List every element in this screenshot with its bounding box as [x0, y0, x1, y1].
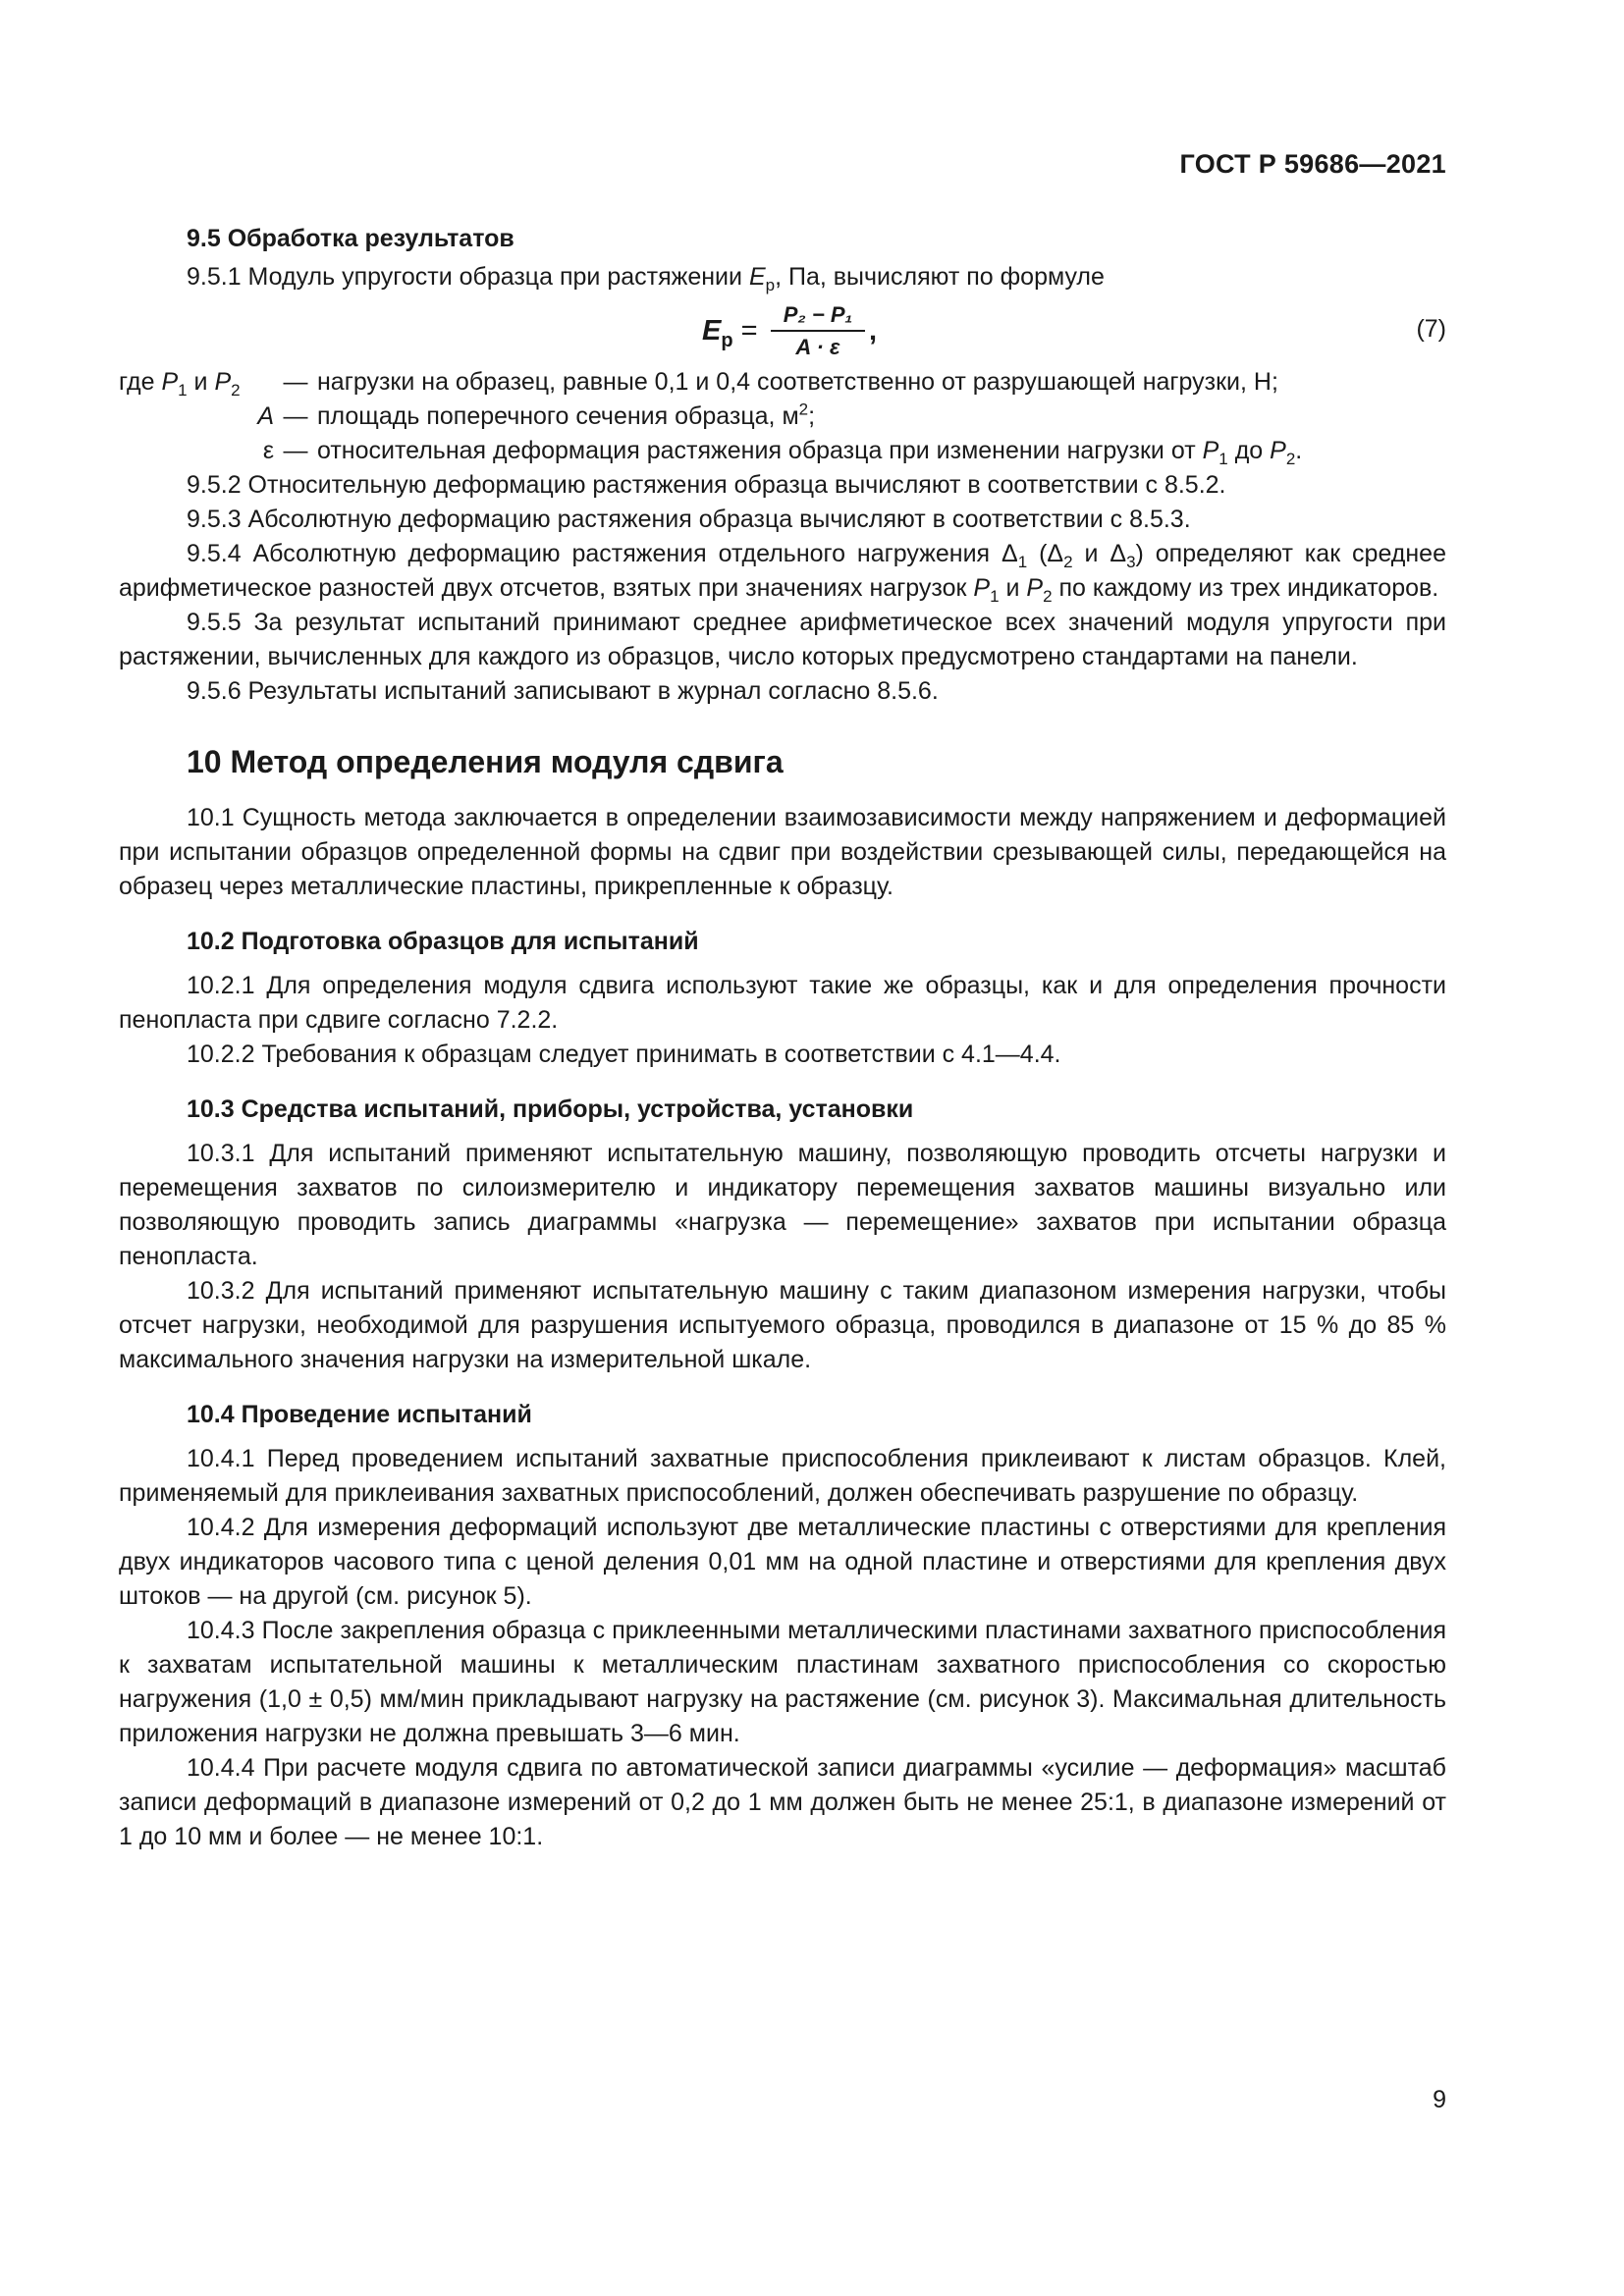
paragraph-9-5-6: 9.5.6 Результаты испытаний записывают в журнал согласно 8.5.6.: [187, 677, 939, 705]
paragraph-10-2-1: 10.2.1 Для определения модуля сдвига используют такие же образцы, как и для определения прочности пенопласта при сдвиге согласно 7.2.2.: [119, 972, 1446, 1034]
paragraph-9-5-5: 9.5.5 За результат испытаний принимают среднее арифметическое всех значений модуля упругости при растяжении, вычисленных для каждого из образцов, число которых предусмотрено стандартами на панели.: [119, 609, 1446, 670]
paragraph-10-3-1: 10.3.1 Для испытаний применяют испытательную машину, позволяющую проводить отсчеты нагрузки и перемещения захватов по силоизмерителю и индикатору перемещения захватов машины визуально или позволяющую проводить запись диаграммы «нагрузка — перемещение» захватов при испытании образца пенопласта.: [119, 1140, 1446, 1270]
formula-7: [119, 298, 1446, 359]
paragraph-10-4-4: 10.4.4 При расчете модуля сдвига по автоматической записи диаграммы «усилие — деформация» масштаб записи деформаций в диапазоне измерений от 0,2 до 1 мм должен быть не менее 25:1, в диапазоне измерений от 1 до 10 мм и более — не менее 10:1.: [119, 1754, 1446, 1850]
legend-a: A — площадь поперечного сечения образца, $м^2$;: [257, 400, 816, 430]
paragraph-10-4-2: 10.4.2 Для измерения деформаций используют две металлические пластины с отверстиями для крепления двух индикаторов часового типа с ценой деления 0,01 мм на одной пластине и отверстиями для крепления двух штоков — на другой (см. рисунок 5).: [119, 1514, 1446, 1610]
formula-denominator: A · ε: [795, 335, 840, 359]
paragraph-9-5-1: 9.5.1 Модуль упругости образца при растяжении $E_p$, Па, вычисляют по формуле: [187, 263, 1105, 294]
section-10-3-title: 10.3 Средства испытаний, приборы, устройства, установки: [187, 1095, 914, 1123]
paragraph-10-2-2: 10.2.2 Требования к образцам следует принимать в соответствии с 4.1—4.4.: [187, 1041, 1061, 1068]
formula-numerator: P₂ − P₁: [771, 302, 865, 332]
page-number: 9: [1433, 2086, 1446, 2113]
section-9-5-title: 9.5 Обработка результатов: [187, 225, 514, 252]
paragraph-9-5-4: 9.5.4 Абсолютную деформацию растяжения отдельного нагружения $\Delta_1$ ($\Delta_2$ и $\Delta_3$) определяют как среднее арифметическое разностей двух отсчетов, взятых при значениях нагрузок $P_1$ и $P_2$ по каждому из трех индикаторов.: [119, 540, 1446, 606]
paragraph-10-3-2: 10.3.2 Для испытаний применяют испытательную машину с таким диапазоном измерения нагрузки, чтобы отсчет нагрузки, необходимой для разрушения испытуемого образца, проводился в диапазоне от 15 % до 85 % максимального значения нагрузки на измерительной шкале.: [119, 1277, 1446, 1373]
page-content: [119, 222, 1446, 1854]
legend-epsilon: ε — относительная деформация растяжения образца при изменении нагрузки от $P_1$ до $P_2$.: [262, 437, 1303, 468]
legend-p1-p2: где $P_1$ и $P_2$ — нагрузки на образец, равные 0,1 и 0,4 соответственно от разрушающей нагрузки, Н;: [119, 368, 1278, 400]
formula-lhs: $E_p$ =: [702, 315, 758, 351]
section-10-4-title: 10.4 Проведение испытаний: [187, 1401, 532, 1428]
paragraph-9-5-3: 9.5.3 Абсолютную деформацию растяжения образца вычисляют в соответствии с 8.5.3.: [187, 506, 1191, 533]
section-10-2-title: 10.2 Подготовка образцов для испытаний: [187, 928, 699, 955]
formula-number: (7): [1416, 315, 1446, 343]
formula-fraction: [771, 302, 865, 360]
paragraph-9-5-2: 9.5.2 Относительную деформацию растяжения образца вычисляют в соответствии с 8.5.2.: [187, 471, 1226, 499]
section-10-title: 10 Метод определения модуля сдвига: [187, 744, 784, 779]
formula-tail: ,: [869, 315, 878, 347]
paragraph-10-4-3: 10.4.3 После закрепления образца с приклеенными металлическими пластинами захватного приспособления к захватам испытательной машины к металлическим пластинам захватного приспособления со скоростью нагружения (1,0 ± 0,5) мм/мин прикладывают нагрузку на растяжение (см. рисунок 3). Максимальная длительность приложения нагрузки не должна превышать 3—6 мин.: [119, 1617, 1446, 1747]
standard-designation: ГОСТ Р 59686—2021: [1179, 149, 1446, 179]
paragraph-10-1: 10.1 Сущность метода заключается в определении взаимозависимости между напряжением и деформацией при испытании образцов определенной формы на сдвиг при воздействии срезывающей силы, передающейся на образец через металлические пластины, прикрепленные к образцу.: [119, 804, 1446, 900]
paragraph-10-4-1: 10.4.1 Перед проведением испытаний захватные приспособления приклеивают к листам образцов. Клей, применяемый для приклеивания захватных приспособлений, должен обеспечивать разрушение по образцу.: [119, 1445, 1446, 1507]
